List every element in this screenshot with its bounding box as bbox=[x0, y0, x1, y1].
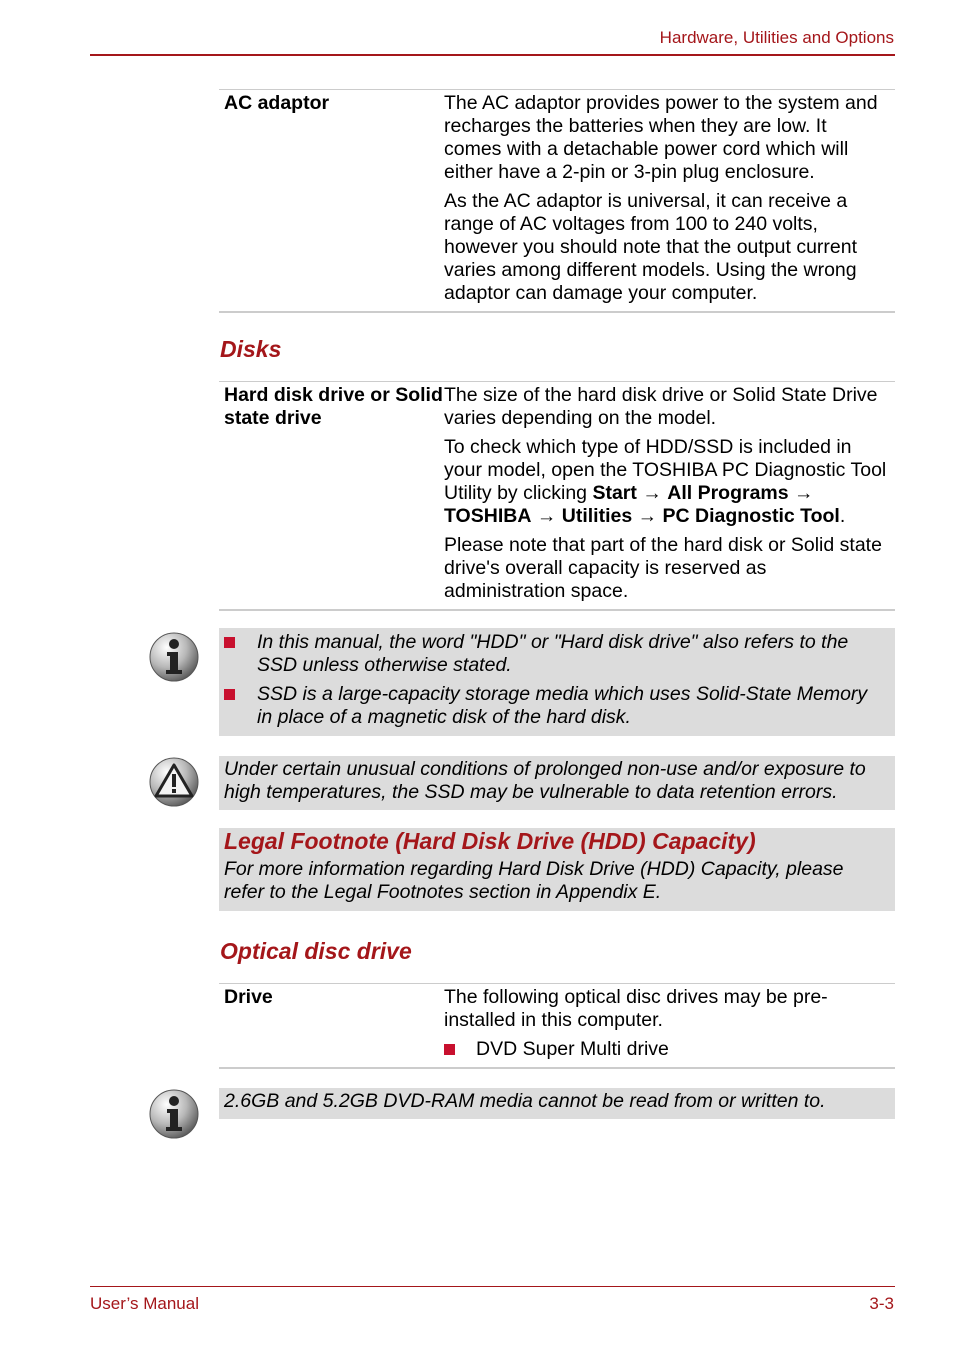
arrow-icon: → bbox=[794, 482, 814, 504]
bullet-square-icon bbox=[224, 637, 235, 648]
warning-icon bbox=[148, 756, 200, 808]
paragraph: The following optical disc drives may be pre-installed in this computer. bbox=[444, 986, 828, 1031]
bullet-square-icon bbox=[224, 689, 235, 700]
note-box bbox=[219, 628, 895, 736]
paragraph: The size of the hard disk drive or Solid State Drive varies depending on the model. bbox=[444, 384, 878, 429]
disks-table bbox=[219, 381, 895, 611]
caution-box bbox=[219, 756, 895, 810]
arrow-icon: → bbox=[637, 505, 658, 527]
term-label: Drive bbox=[224, 986, 273, 1008]
paragraph: The AC adaptor provides power to the system and recharges the batteries when they are low. It comes with a detachable power cord which will either have a 2-pin or 3-pin plug enclosure. bbox=[444, 92, 878, 183]
info-icon bbox=[148, 1088, 200, 1140]
list-item-text: DVD Super Multi drive bbox=[476, 1038, 669, 1060]
legal-footnote-text: For more information regarding Hard Disk Drive (HDD) Capacity, please refer to the Legal Footnotes section in Appendix E. bbox=[224, 858, 844, 903]
menu-path-toshiba: TOSHIBA bbox=[444, 505, 532, 527]
menu-path-all-programs: All Programs bbox=[667, 482, 789, 504]
ac-adaptor-table bbox=[219, 89, 895, 313]
note-text: 2.6GB and 5.2GB DVD-RAM media cannot be read from or written to. bbox=[224, 1090, 826, 1112]
menu-path-utilities: Utilities bbox=[561, 505, 633, 527]
list-item bbox=[444, 1038, 889, 1061]
header-rule bbox=[90, 54, 895, 56]
section-title-disks: Disks bbox=[220, 336, 282, 362]
caution-text: Under certain unusual conditions of prolonged non-use and/or exposure to high temperatures, the SSD may be vulnerable to data retention errors. bbox=[224, 758, 866, 803]
note-box bbox=[219, 1088, 895, 1119]
section-title-optical: Optical disc drive bbox=[220, 938, 412, 964]
info-icon bbox=[148, 631, 200, 683]
legal-footnote-box bbox=[219, 828, 895, 911]
menu-path-start: Start bbox=[592, 482, 637, 504]
bullet-square-icon bbox=[444, 1044, 455, 1055]
table-row bbox=[219, 986, 895, 1061]
footer-manual-title: User’s Manual bbox=[90, 1294, 199, 1313]
list-item bbox=[224, 683, 887, 729]
paragraph: Please note that part of the hard disk or Solid state drive's overall capacity is reserved as administration space. bbox=[444, 534, 882, 602]
paragraph: As the AC adaptor is universal, it can receive a range of AC voltages from 100 to 240 volts, however you should note that the output current varies among different models. Using the wrong adaptor can damage your computer. bbox=[444, 190, 858, 304]
arrow-icon: → bbox=[536, 505, 557, 527]
menu-path-pc-diagnostic-tool: PC Diagnostic Tool bbox=[662, 505, 840, 527]
table-row bbox=[219, 384, 895, 603]
list-item-text: In this manual, the word "HDD" or "Hard disk drive" also refers to the SSD unless otherwise stated. bbox=[257, 631, 849, 676]
term-label: AC adaptor bbox=[224, 92, 330, 114]
text: . bbox=[839, 505, 846, 527]
list-item bbox=[224, 631, 887, 677]
footer-rule bbox=[90, 1286, 895, 1287]
term-description bbox=[444, 92, 895, 305]
page-number: 3-3 bbox=[869, 1294, 894, 1313]
table-row bbox=[219, 92, 895, 305]
optical-table bbox=[219, 983, 895, 1069]
term-description bbox=[444, 384, 895, 603]
text: To check which type of HDD/SSD is included in your model, open the TOSHIBA PC Diagnostic Tool Utility by clicking bbox=[444, 436, 887, 504]
term-label: Hard disk drive or Solid state drive bbox=[224, 384, 443, 429]
list-item-text: SSD is a large-capacity storage media which uses Solid-State Memory in place of a magnetic disk of the hard disk. bbox=[257, 683, 868, 728]
term-description bbox=[444, 986, 895, 1061]
paragraph bbox=[444, 436, 889, 528]
running-header: Hardware, Utilities and Options bbox=[659, 28, 894, 47]
legal-footnote-title: Legal Footnote (Hard Disk Drive (HDD) Capacity) bbox=[224, 828, 756, 854]
arrow-icon: → bbox=[642, 482, 662, 504]
